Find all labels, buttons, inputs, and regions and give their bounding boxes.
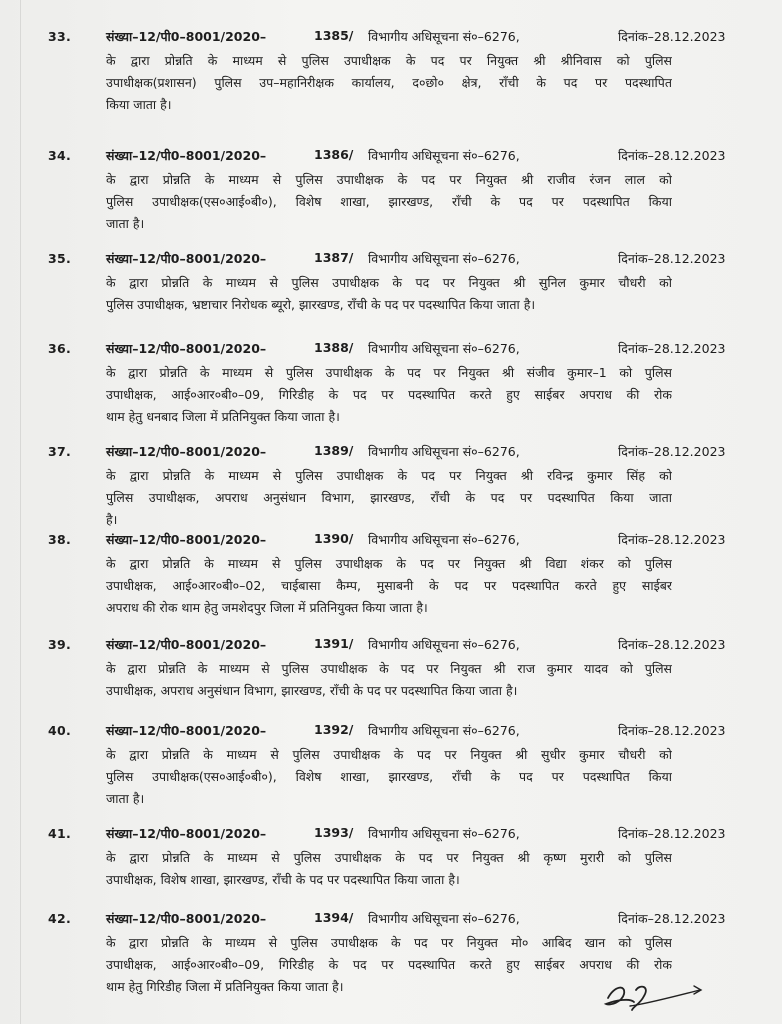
notification-date: दिनांक–28.12.2023 xyxy=(618,911,726,926)
notification-date: दिनांक–28.12.2023 xyxy=(618,532,726,547)
reference-serial: 1389/ xyxy=(314,443,354,458)
notification-date: दिनांक–28.12.2023 xyxy=(618,251,726,266)
entry-header xyxy=(106,636,782,658)
entry-header xyxy=(106,910,782,932)
reference-number: संख्या–12/पी0–8001/2020– xyxy=(106,148,267,163)
entry-text xyxy=(106,553,672,619)
entry-number: 36. xyxy=(48,341,72,356)
entry-number: 39. xyxy=(48,637,72,652)
entry-header xyxy=(106,825,782,847)
reference-number: संख्या–12/पी0–8001/2020– xyxy=(106,826,267,841)
reference-serial: 1388/ xyxy=(314,340,354,355)
entry-header xyxy=(106,443,782,465)
reference-number: संख्या–12/पी0–8001/2020– xyxy=(106,29,267,44)
entry-text-line: पुलिस उपाधीक्षक, भ्रष्टाचार निरोधक ब्यूरो, झारखण्ड, राँची के पद पर पदस्थापित किया जाता है। xyxy=(106,297,536,312)
entry-number: 41. xyxy=(48,826,72,841)
entry-text xyxy=(106,658,672,702)
reference-serial: 1392/ xyxy=(314,722,354,737)
entry-text xyxy=(106,169,672,235)
entry-header xyxy=(106,722,782,744)
notification-date: दिनांक–28.12.2023 xyxy=(618,341,726,356)
entry-text-line: पुलिस उपाधीक्षक(एस०आई०बी०), विशेष शाखा, झारखण्ड, राँची के पद पर पदस्थापित किया xyxy=(106,194,672,209)
entry-number: 42. xyxy=(48,911,72,926)
reference-number: संख्या–12/पी0–8001/2020– xyxy=(106,637,267,652)
entry-text-line: उपाधीक्षक, आई०आर०बी०–09, गिरिडीह के पद पर पदस्थापित करते हुए साईबर अपराध की रोक xyxy=(106,387,672,402)
reference-number: संख्या–12/पी0–8001/2020– xyxy=(106,444,267,459)
entry-header xyxy=(106,147,782,169)
entry-text-line: किया जाता है। xyxy=(106,97,172,112)
entry-text-line: के द्वारा प्रोन्नति के माध्यम से पुलिस उपाधीक्षक के पद पर नियुक्त श्री संजीव कुमार–1 को पुलिस xyxy=(106,365,672,380)
notification-number: विभागीय अधिसूचना सं०–6276, xyxy=(368,341,520,356)
entry-text xyxy=(106,50,672,116)
entry-text-line: के द्वारा प्रोन्नति के माध्यम से पुलिस उपाधीक्षक के पद पर नियुक्त मो० आबिद खान को पुलिस xyxy=(106,935,672,950)
entry-number: 40. xyxy=(48,723,72,738)
entry-text-line: थाम हेतु गिरिडीह जिला में प्रतिनियुक्त किया जाता है। xyxy=(106,979,344,994)
entry-number: 33. xyxy=(48,29,72,44)
notification-number: विभागीय अधिसूचना सं०–6276, xyxy=(368,723,520,738)
reference-serial: 1390/ xyxy=(314,531,354,546)
entry-text-line: उपाधीक्षक, अपराध अनुसंधान विभाग, झारखण्ड, राँची के पद पर पदस्थापित किया जाता है। xyxy=(106,683,518,698)
entry-text-line: उपाधीक्षक, आई०आर०बी०–09, गिरिडीह के पद पर पदस्थापित करते हुए साईबर अपराध की रोक xyxy=(106,957,672,972)
entry-text-line: थाम हेतु धनबाद जिला में प्रतिनियुक्त किया जाता है। xyxy=(106,409,340,424)
entry-text-line: पुलिस उपाधीक्षक(एस०आई०बी०), विशेष शाखा, झारखण्ड, राँची के पद पर पदस्थापित किया xyxy=(106,769,672,784)
reference-serial: 1394/ xyxy=(314,910,354,925)
entry-text xyxy=(106,932,672,998)
reference-serial: 1393/ xyxy=(314,825,354,840)
notification-date: दिनांक–28.12.2023 xyxy=(618,723,726,738)
entry-text-line: उपाधीक्षक(प्रशासन) पुलिस उप–महानिरीक्षक कार्यालय, द०छो० क्षेत्र, राँची के पद पर पदस्थापित xyxy=(106,75,672,90)
notification-date: दिनांक–28.12.2023 xyxy=(618,29,726,44)
entry-header xyxy=(106,340,782,362)
notification-number: विभागीय अधिसूचना सं०–6276, xyxy=(368,148,520,163)
entry-text xyxy=(106,272,672,316)
notification-number: विभागीय अधिसूचना सं०–6276, xyxy=(368,637,520,652)
entry-text-line: के द्वारा प्रोन्नति के माध्यम से पुलिस उपाधीक्षक के पद पर नियुक्त श्री सुनिल कुमार चौधरी को xyxy=(106,275,672,290)
reference-number: संख्या–12/पी0–8001/2020– xyxy=(106,532,267,547)
page-margin-line xyxy=(20,0,21,1024)
entry-text xyxy=(106,465,672,531)
reference-number: संख्या–12/पी0–8001/2020– xyxy=(106,251,267,266)
entry-header xyxy=(106,250,782,272)
entry-text-line: है। xyxy=(106,512,118,527)
reference-number: संख्या–12/पी0–8001/2020– xyxy=(106,723,267,738)
entry-text-line: के द्वारा प्रोन्नति के माध्यम से पुलिस उपाधीक्षक के पद पर नियुक्त श्री राज कुमार यादव को पुलिस xyxy=(106,661,672,676)
notification-number: विभागीय अधिसूचना सं०–6276, xyxy=(368,29,520,44)
reference-serial: 1385/ xyxy=(314,28,354,43)
handwritten-signature xyxy=(596,976,706,1016)
entry-text-line: उपाधीक्षक, विशेष शाखा, झारखण्ड, राँची के पद पर पदस्थापित किया जाता है। xyxy=(106,872,460,887)
entry-text-line: के द्वारा प्रोन्नति के माध्यम से पुलिस उपाधीक्षक के पद पर नियुक्त श्री रविन्द्र कुमार सिंह को xyxy=(106,468,672,483)
entry-number: 34. xyxy=(48,148,72,163)
notification-number: विभागीय अधिसूचना सं०–6276, xyxy=(368,826,520,841)
notification-number: विभागीय अधिसूचना सं०–6276, xyxy=(368,444,520,459)
entry-text-line: के द्वारा प्रोन्नति के माध्यम से पुलिस उपाधीक्षक के पद पर नियुक्त श्री सुधीर कुमार चौधरी को xyxy=(106,747,672,762)
entry-text-line: उपाधीक्षक, आई०आर०बी०–02, चाईबासा कैम्प, मुसाबनी के पद पर पदस्थापित करते हुए साईबर xyxy=(106,578,672,593)
notification-date: दिनांक–28.12.2023 xyxy=(618,444,726,459)
notification-number: विभागीय अधिसूचना सं०–6276, xyxy=(368,532,520,547)
entry-text-line: के द्वारा प्रोन्नति के माध्यम से पुलिस उपाधीक्षक के पद पर नियुक्त श्री श्रीनिवास को पुलिस xyxy=(106,53,672,68)
entry-text-line: जाता है। xyxy=(106,216,145,231)
entry-number: 35. xyxy=(48,251,72,266)
entry-text xyxy=(106,362,672,428)
notification-number: विभागीय अधिसूचना सं०–6276, xyxy=(368,911,520,926)
entry-text-line: के द्वारा प्रोन्नति के माध्यम से पुलिस उपाधीक्षक के पद पर नियुक्त श्री राजीव रंजन लाल को xyxy=(106,172,672,187)
notification-date: दिनांक–28.12.2023 xyxy=(618,148,726,163)
entry-header xyxy=(106,28,782,50)
entry-text-line: अपराध की रोक थाम हेतु जमशेदपुर जिला में प्रतिनियुक्त किया जाता है। xyxy=(106,600,428,615)
entry-number: 38. xyxy=(48,532,72,547)
entry-text-line: के द्वारा प्रोन्नति के माध्यम से पुलिस उपाधीक्षक के पद पर नियुक्त श्री कृष्ण मुरारी को पुलिस xyxy=(106,850,672,865)
entry-text-line: जाता है। xyxy=(106,791,145,806)
reference-serial: 1391/ xyxy=(314,636,354,651)
notification-date: दिनांक–28.12.2023 xyxy=(618,637,726,652)
notification-date: दिनांक–28.12.2023 xyxy=(618,826,726,841)
reference-number: संख्या–12/पी0–8001/2020– xyxy=(106,911,267,926)
entry-text xyxy=(106,847,672,891)
entry-text-line: के द्वारा प्रोन्नति के माध्यम से पुलिस उपाधीक्षक के पद पर नियुक्त श्री विद्या शंकर को पुलिस xyxy=(106,556,672,571)
reference-serial: 1387/ xyxy=(314,250,354,265)
reference-serial: 1386/ xyxy=(314,147,354,162)
entry-text-line: पुलिस उपाधीक्षक, अपराध अनुसंधान विभाग, झारखण्ड, राँची के पद पर पदस्थापित किया जाता xyxy=(106,490,672,505)
notification-number: विभागीय अधिसूचना सं०–6276, xyxy=(368,251,520,266)
entry-number: 37. xyxy=(48,444,72,459)
reference-number: संख्या–12/पी0–8001/2020– xyxy=(106,341,267,356)
entry-header xyxy=(106,531,782,553)
entry-text xyxy=(106,744,672,810)
